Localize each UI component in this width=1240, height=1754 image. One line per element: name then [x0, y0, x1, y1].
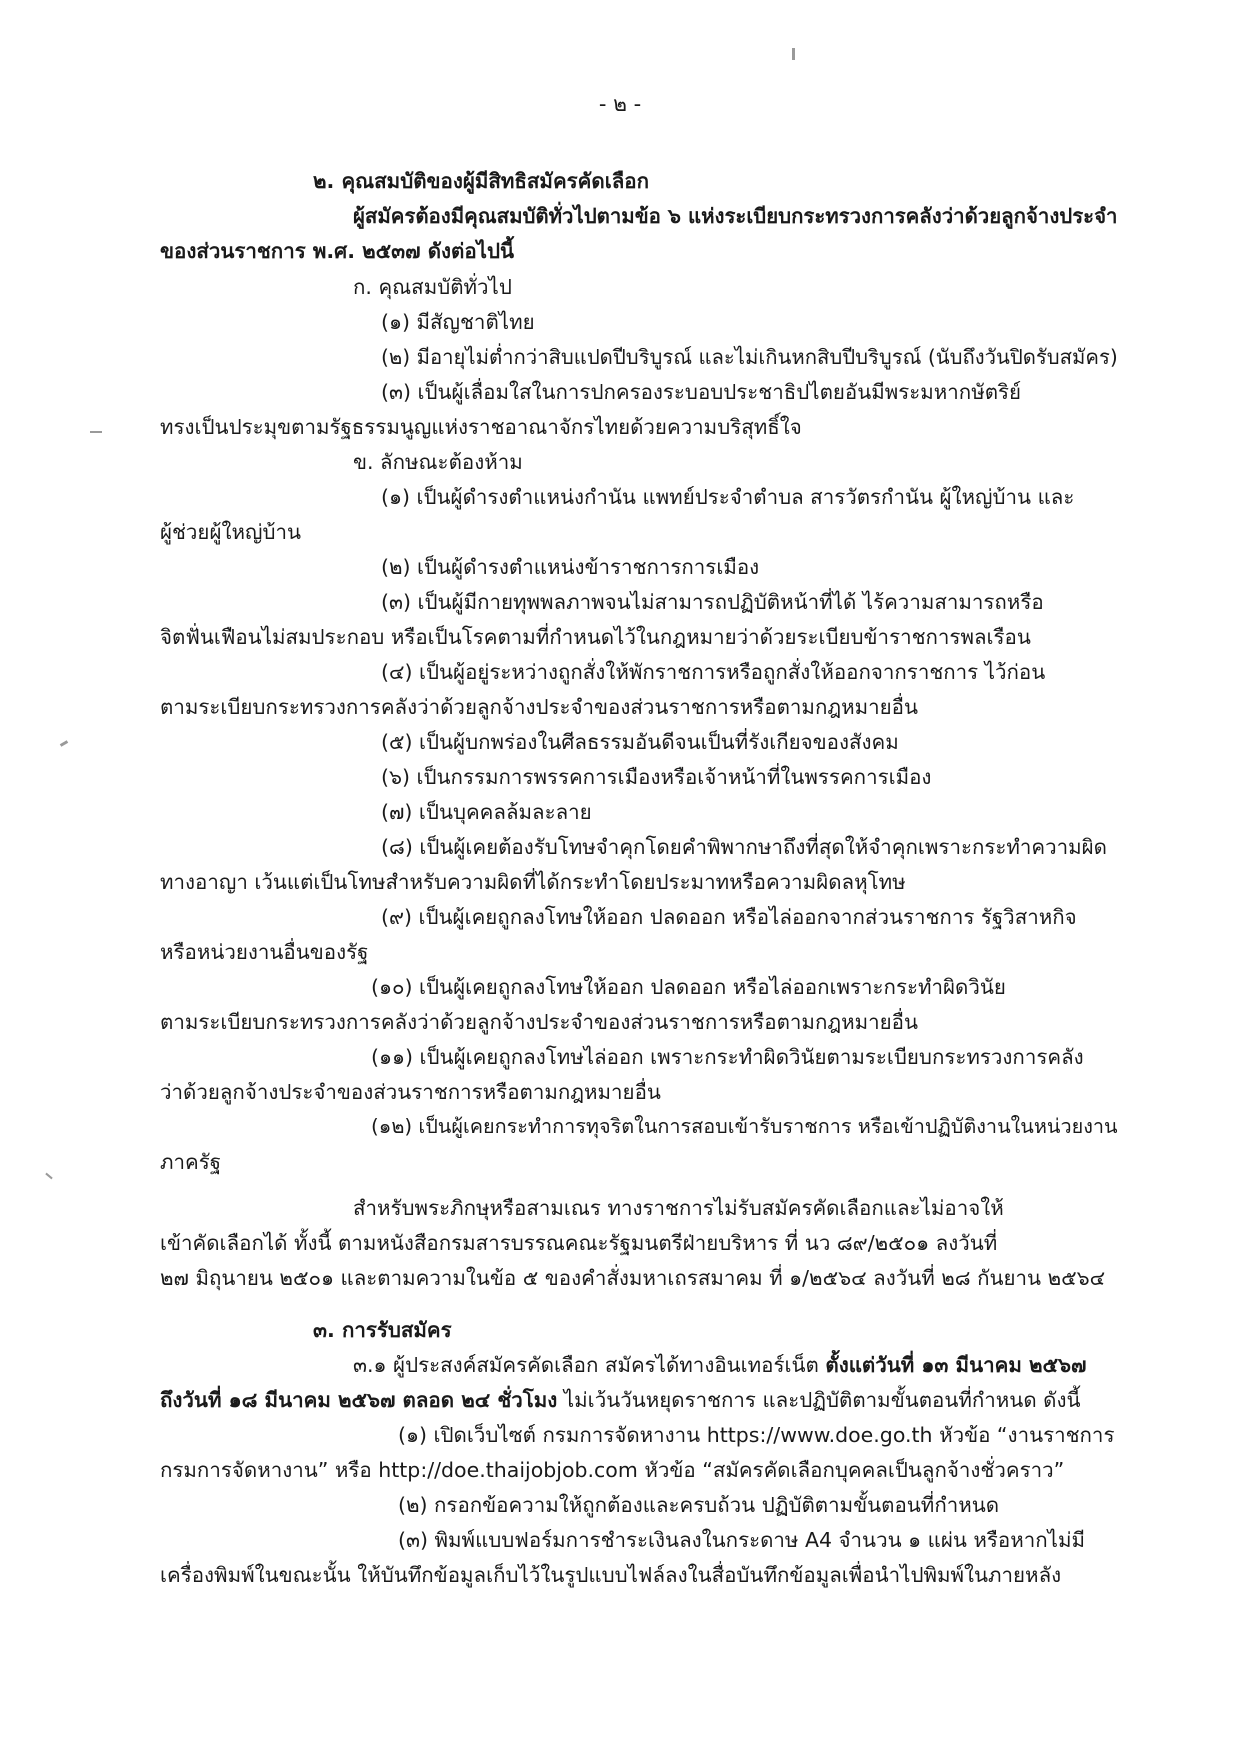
prohibited-item-5: (๕) เป็นผู้บกพร่องในศีลธรรมอันดีจนเป็นที่รังเกียจของสังคม	[381, 730, 899, 754]
prohibited-item-2: (๒) เป็นผู้ดำรงตำแหน่งข้าราชการการเมือง	[381, 555, 760, 579]
section-3-1-paragraph	[353, 1351, 1086, 1379]
step-1-cont: กรมการจัดหางาน” หรือ http://doe.thaijobjob.com หัวข้อ “สมัครคัดเลือกบุคคลเป็นลูกจ้างชั่วคราว”	[160, 1458, 1065, 1482]
step-3: (๓) พิมพ์แบบฟอร์มการชำระเงินลงในกระดาษ A4 จำนวน ๑ แผ่น หรือหากไม่มี	[398, 1528, 1086, 1552]
section-2-intro: ผู้สมัครต้องมีคุณสมบัติทั่วไปตามข้อ ๖ แห่งระเบียบกระทรวงการคลังว่าด้วยลูกจ้างประจำ	[353, 204, 1118, 228]
prohibited-item-4-cont: ตามระเบียบกระทรวงการคลังว่าด้วยลูกจ้างประจำของส่วนราชการหรือตามกฎหมายอื่น	[160, 695, 918, 719]
prohibited-item-1-cont: ผู้ช่วยผู้ใหญ่บ้าน	[160, 520, 301, 544]
section-3-1-end-date: ถึงวันที่ ๑๘ มีนาคม ๒๕๖๗ ตลอด ๒๔ ชั่วโมง	[160, 1388, 558, 1412]
monk-note-line-2: เข้าคัดเลือกได้ ทั้งนี้ ตามหนังสือกรมสารบรรณคณะรัฐมนตรีฝ่ายบริหาร ที่ นว ๘๙/๒๕๐๑ ลงวันที่	[160, 1231, 998, 1255]
prohibited-item-9: (๙) เป็นผู้เคยถูกลงโทษให้ออก ปลดออก หรือไล่ออกจากส่วนราชการ รัฐวิสาหกิจ	[381, 905, 1077, 929]
prohibited-item-8-cont: ทางอาญา เว้นแต่เป็นโทษสำหรับความผิดที่ได้กระทำโดยประมาทหรือความผิดลหุโทษ	[160, 870, 906, 894]
step-1: (๑) เปิดเว็บไซต์ กรมการจัดหางาน https://www.doe.go.th หัวข้อ “งานราชการ	[398, 1423, 1115, 1447]
prohibited-item-11: (๑๑) เป็นผู้เคยถูกลงโทษไล่ออก เพราะกระทำผิดวินัยตามระเบียบกระทรวงการคลัง	[371, 1045, 1084, 1069]
section-3-1-paragraph-cont	[160, 1386, 1080, 1414]
section-3-1-text-cont: ไม่เว้นวันหยุดราชการ และปฏิบัติตามขั้นตอนที่กำหนด ดังนี้	[563, 1388, 1081, 1412]
prohibited-item-7: (๗) เป็นบุคคลล้มละลาย	[381, 800, 592, 824]
step-3-cont: เครื่องพิมพ์ในขณะนั้น ให้บันทึกข้อมูลเก็บไว้ในรูปแบบไฟล์ลงในสื่อบันทึกข้อมูลเพื่อนำไปพิมพ์ในภายหลัง	[160, 1563, 1062, 1587]
prohibited-item-9-cont: หรือหน่วยงานอื่นของรัฐ	[160, 940, 369, 964]
prohibited-item-10-cont: ตามระเบียบกระทรวงการคลังว่าด้วยลูกจ้างประจำของส่วนราชการหรือตามกฎหมายอื่น	[160, 1010, 918, 1034]
monk-note: สำหรับพระภิกษุหรือสามเณร ทางราชการไม่รับสมัครคัดเลือกและไม่อาจให้	[353, 1196, 1004, 1220]
prohibited-item-6: (๖) เป็นกรรมการพรรคการเมืองหรือเจ้าหน้าที่ในพรรคการเมือง	[381, 765, 932, 789]
scan-speck	[792, 48, 795, 60]
section-3-1-start-date: ตั้งแต่วันที่ ๑๓ มีนาคม ๒๕๖๗	[825, 1353, 1087, 1377]
general-qualifications-heading: ก. คุณสมบัติทั่วไป	[353, 275, 512, 299]
scan-speck	[90, 431, 102, 433]
monk-note-line-3: ๒๗ มิถุนายน ๒๕๐๑ และตามความในข้อ ๕ ของคำสั่งมหาเถรสมาคม ที่ ๑/๒๕๖๔ ลงวันที่ ๒๘ กันยาน ๒๕๖๔	[160, 1266, 1106, 1290]
scan-speck	[45, 1173, 52, 1180]
prohibited-item-1: (๑) เป็นผู้ดำรงตำแหน่งกำนัน แพทย์ประจำตำบล สารวัตรกำนัน ผู้ใหญ่บ้าน และ	[381, 485, 1075, 509]
prohibited-item-12-cont: ภาครัฐ	[160, 1150, 222, 1174]
prohibited-item-3-cont: จิตฟั่นเฟือนไม่สมประกอบ หรือเป็นโรคตามที่กำหนดไว้ในกฎหมายว่าด้วยระเบียบข้าราชการพลเรือน	[160, 625, 1031, 649]
scan-speck	[60, 740, 68, 747]
prohibited-item-8: (๘) เป็นผู้เคยต้องรับโทษจำคุกโดยคำพิพากษาถึงที่สุดให้จำคุกเพราะกระทำความผิด	[381, 835, 1107, 859]
prohibited-item-10: (๑๐) เป็นผู้เคยถูกลงโทษให้ออก ปลดออก หรือไล่ออกเพราะกระทำผิดวินัย	[371, 975, 1006, 999]
page-number: - ๒ -	[598, 92, 642, 116]
prohibited-item-3: (๓) เป็นผู้มีกายทุพพลภาพจนไม่สามารถปฏิบัติหน้าที่ได้ ไร้ความสามารถหรือ	[381, 590, 1044, 614]
prohibited-item-12: (๑๒) เป็นผู้เคยกระทำการทุจริตในการสอบเข้ารับราชการ หรือเข้าปฏิบัติงานในหน่วยงาน	[371, 1115, 1118, 1138]
section-2-intro-cont: ของส่วนราชการ พ.ศ. ๒๕๓๗ ดังต่อไปนี้	[160, 239, 514, 263]
prohibited-item-4: (๔) เป็นผู้อยู่ระหว่างถูกสั่งให้พักราชการหรือถูกสั่งให้ออกจากราชการ ไว้ก่อน	[381, 660, 1046, 684]
general-item-3: (๓) เป็นผู้เลื่อมใสในการปกครองระบอบประชาธิปไตยอันมีพระมหากษัตริย์	[381, 380, 1022, 404]
step-2: (๒) กรอกข้อความให้ถูกต้องและครบถ้วน ปฏิบัติตามขั้นตอนที่กำหนด	[398, 1493, 1000, 1517]
general-item-1: (๑) มีสัญชาติไทย	[381, 310, 535, 334]
general-item-3-cont: ทรงเป็นประมุขตามรัฐธรรมนูญแห่งราชอาณาจักรไทยด้วยความบริสุทธิ์ใจ	[160, 415, 802, 439]
section-3-1-text: ๓.๑ ผู้ประสงค์สมัครคัดเลือก สมัครได้ทางอินเทอร์เน็ต	[353, 1353, 819, 1377]
prohibited-heading: ข. ลักษณะต้องห้าม	[353, 450, 523, 474]
section-3-heading: ๓. การรับสมัคร	[313, 1318, 452, 1342]
section-2-heading: ๒. คุณสมบัติของผู้มีสิทธิสมัครคัดเลือก	[313, 169, 649, 193]
prohibited-item-11-cont: ว่าด้วยลูกจ้างประจำของส่วนราชการหรือตามกฎหมายอื่น	[160, 1080, 661, 1104]
general-item-2: (๒) มีอายุไม่ต่ำกว่าสิบแปดปีบริบูรณ์ และไม่เกินหกสิบปีบริบูรณ์ (นับถึงวันปิดรับสมัคร)	[381, 345, 1118, 369]
